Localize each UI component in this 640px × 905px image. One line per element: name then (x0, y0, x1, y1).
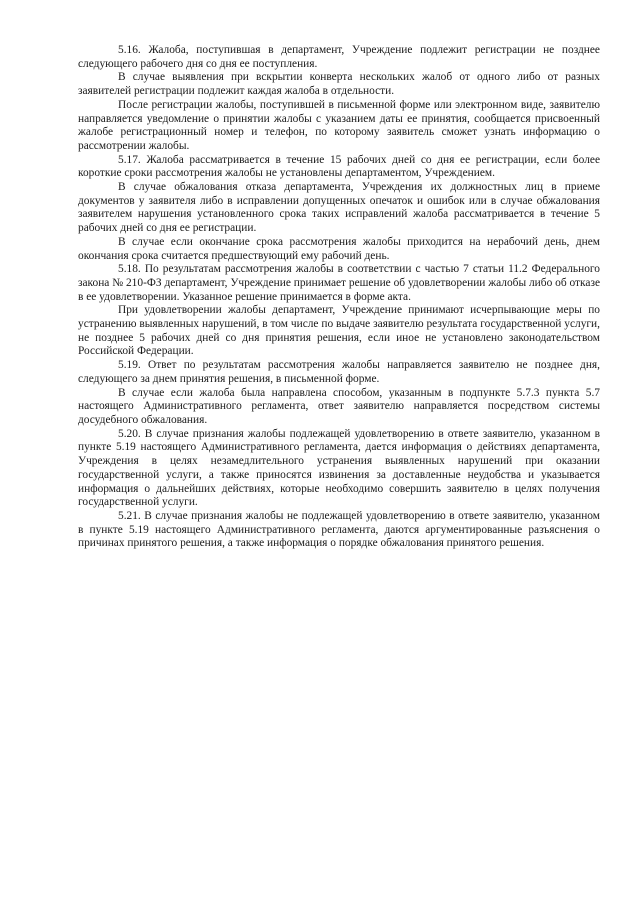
paragraph-multiple-complaints: В случае выявления при вскрытии конверта нескольких жалоб от одного либо от разных заявителей регистрации подлежит каждая жалоба в отдельности. (78, 71, 600, 98)
paragraph-5-19: 5.19. Ответ по результатам рассмотрения жалобы направляется заявителю не позднее дня, следующего за днем принятия решения, в письменной форме. (78, 359, 600, 385)
paragraph-5-16: 5.16. Жалоба, поступившая в департамент, Учреждение подлежит регистрации не позднее следующего рабочего дня со дня ее поступления. (78, 44, 600, 70)
document-page (78, 44, 600, 551)
paragraph-registration-notice: После регистрации жалобы, поступившей в письменной форме или электронном виде, заявителю направляется уведомление о принятии жалобы с указанием даты ее принятия, сообщается присвоенный жалобе регистрационный номер и телефон, по которому заявитель сможет узнать информацию о рассмотрении жалобы. (78, 98, 600, 152)
paragraph-pretrial-system: В случае если жалоба была направлена способом, указанным в подпункте 5.7.3 пункта 5.7 настоящего Административного регламента, ответ заявителю направляется посредством системы досудебного обжалования. (78, 386, 600, 426)
paragraph-5-21: 5.21. В случае признания жалобы не подлежащей удовлетворению в ответе заявителю, указанном в пункте 5.19 настоящего Административного регламента, даются аргументированные разъяснения о причинах принятого решения, а также информация о порядке обжалования принятого решения. (78, 509, 600, 550)
paragraph-refusal-appeal: В случае обжалования отказа департамента, Учреждения их должностных лиц в приеме документов у заявителя либо в исправлении допущенных опечаток и ошибок или в случае обжалования заявителем нарушения установленного срока таких исправлений жалоба рассматривается в течение 5 рабочих дней со дня ее регистрации. (78, 181, 600, 235)
paragraph-satisfaction-measures: При удовлетворении жалобы департамент, Учреждение принимают исчерпывающие меры по устранению выявленных нарушений, в том числе по выдаче заявителю результата государственной услуги, не позднее 5 рабочих дней со дня принятия решения, если иное не установлено законодательством Российской Федерации. (78, 304, 600, 358)
paragraph-non-working-day: В случае если окончание срока рассмотрения жалобы приходится на нерабочий день, днем окончания срока считается предшествующий ему рабочий день. (78, 235, 600, 262)
paragraph-5-17: 5.17. Жалоба рассматривается в течение 15 рабочих дней со дня ее регистрации, если более короткие сроки рассмотрения жалобы не установлены департаментом, Учреждением. (78, 153, 600, 180)
paragraph-5-20: 5.20. В случае признания жалобы подлежащей удовлетворению в ответе заявителю, указанном в пункте 5.19 настоящего Административного регламента, дается информация о действиях департамента, Учреждения в целях незамедлительного устранения выявленных нарушений при оказании государственной услуги, а также приносятся извинения за доставленные неудобства и указывается информация о дальнейших действиях, которые необходимо совершить заявителю в целях получения государственной услуги. (78, 427, 600, 509)
paragraph-5-18: 5.18. По результатам рассмотрения жалобы в соответствии с частью 7 статьи 11.2 Федерального закона № 210-ФЗ департамент, Учреждение принимает решение об удовлетворении жалобы либо об отказе в ее удовлетворении. Указанное решение принимается в форме акта. (78, 263, 600, 303)
